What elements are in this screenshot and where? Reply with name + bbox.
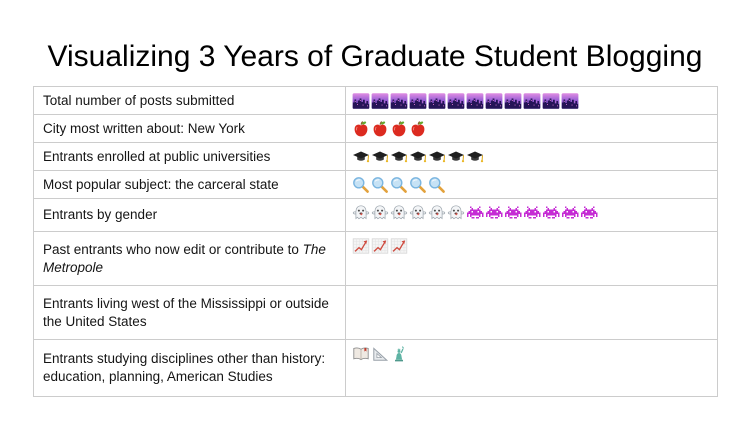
row-pictograms — [346, 143, 718, 171]
alien-monster-icon — [523, 204, 541, 222]
chart-increasing-icon — [390, 237, 408, 255]
cityscape-at-dusk-icon — [390, 92, 408, 110]
row-label: Entrants by gender — [34, 199, 346, 232]
statue-of-liberty-icon — [390, 345, 408, 363]
graduation-cap-icon — [390, 148, 408, 166]
row-pictograms — [346, 286, 718, 340]
cityscape-at-dusk-icon — [561, 92, 579, 110]
cityscape-at-dusk-icon — [523, 92, 541, 110]
open-book-icon — [352, 345, 370, 363]
row-pictograms — [346, 340, 718, 397]
table-row — [34, 171, 718, 199]
red-apple-icon — [409, 120, 427, 138]
graduation-cap-icon — [409, 148, 427, 166]
red-apple-icon — [390, 120, 408, 138]
table-row — [34, 232, 718, 286]
alien-monster-icon — [466, 204, 484, 222]
ghost-icon — [352, 204, 370, 222]
graduation-cap-icon — [352, 148, 370, 166]
row-label: Total number of posts submitted — [34, 87, 346, 115]
red-apple-icon — [352, 120, 370, 138]
ghost-icon — [371, 204, 389, 222]
ghost-icon — [428, 204, 446, 222]
alien-monster-icon — [485, 204, 503, 222]
row-pictograms — [346, 171, 718, 199]
row-label: Entrants studying disciplines other than history: education, planning, American Studies — [34, 340, 346, 397]
alien-monster-icon — [504, 204, 522, 222]
graduation-cap-icon — [428, 148, 446, 166]
cityscape-at-dusk-icon — [352, 92, 370, 110]
row-label: Entrants enrolled at public universities — [34, 143, 346, 171]
ghost-icon — [447, 204, 465, 222]
red-apple-icon — [371, 120, 389, 138]
magnifying-glass-icon — [428, 176, 446, 194]
alien-monster-icon — [561, 204, 579, 222]
ghost-icon — [409, 204, 427, 222]
triangular-ruler-icon — [371, 345, 389, 363]
chart-increasing-icon — [371, 237, 389, 255]
cityscape-at-dusk-icon — [504, 92, 522, 110]
row-label: Entrants living west of the Mississippi or outside the United States — [34, 286, 346, 340]
row-label: Past entrants who now edit or contribute to The Metropole — [34, 232, 346, 286]
graduation-cap-icon — [447, 148, 465, 166]
cityscape-at-dusk-icon — [371, 92, 389, 110]
cityscape-at-dusk-icon — [447, 92, 465, 110]
magnifying-glass-icon — [371, 176, 389, 194]
row-pictograms — [346, 115, 718, 143]
magnifying-glass-icon — [409, 176, 427, 194]
alien-monster-icon — [542, 204, 560, 222]
magnifying-glass-icon — [352, 176, 370, 194]
table-row — [34, 199, 718, 232]
table-row — [34, 115, 718, 143]
cityscape-at-dusk-icon — [428, 92, 446, 110]
table-row — [34, 87, 718, 115]
graduation-cap-icon — [466, 148, 484, 166]
alien-monster-icon — [580, 204, 598, 222]
table-row — [34, 143, 718, 171]
row-label: Most popular subject: the carceral state — [34, 171, 346, 199]
row-pictograms — [346, 199, 718, 232]
cityscape-at-dusk-icon — [409, 92, 427, 110]
row-pictograms — [346, 87, 718, 115]
cityscape-at-dusk-icon — [466, 92, 484, 110]
row-pictograms — [346, 232, 718, 286]
cityscape-at-dusk-icon — [542, 92, 560, 110]
graduation-cap-icon — [371, 148, 389, 166]
row-label: City most written about: New York — [34, 115, 346, 143]
ghost-icon — [390, 204, 408, 222]
table-row — [34, 286, 718, 340]
chart-increasing-icon — [352, 237, 370, 255]
magnifying-glass-icon — [390, 176, 408, 194]
cityscape-at-dusk-icon — [485, 92, 503, 110]
table-row — [34, 340, 718, 397]
page-title: Visualizing 3 Years of Graduate Student Blogging — [47, 40, 703, 73]
blogging-stats-table — [33, 86, 718, 397]
